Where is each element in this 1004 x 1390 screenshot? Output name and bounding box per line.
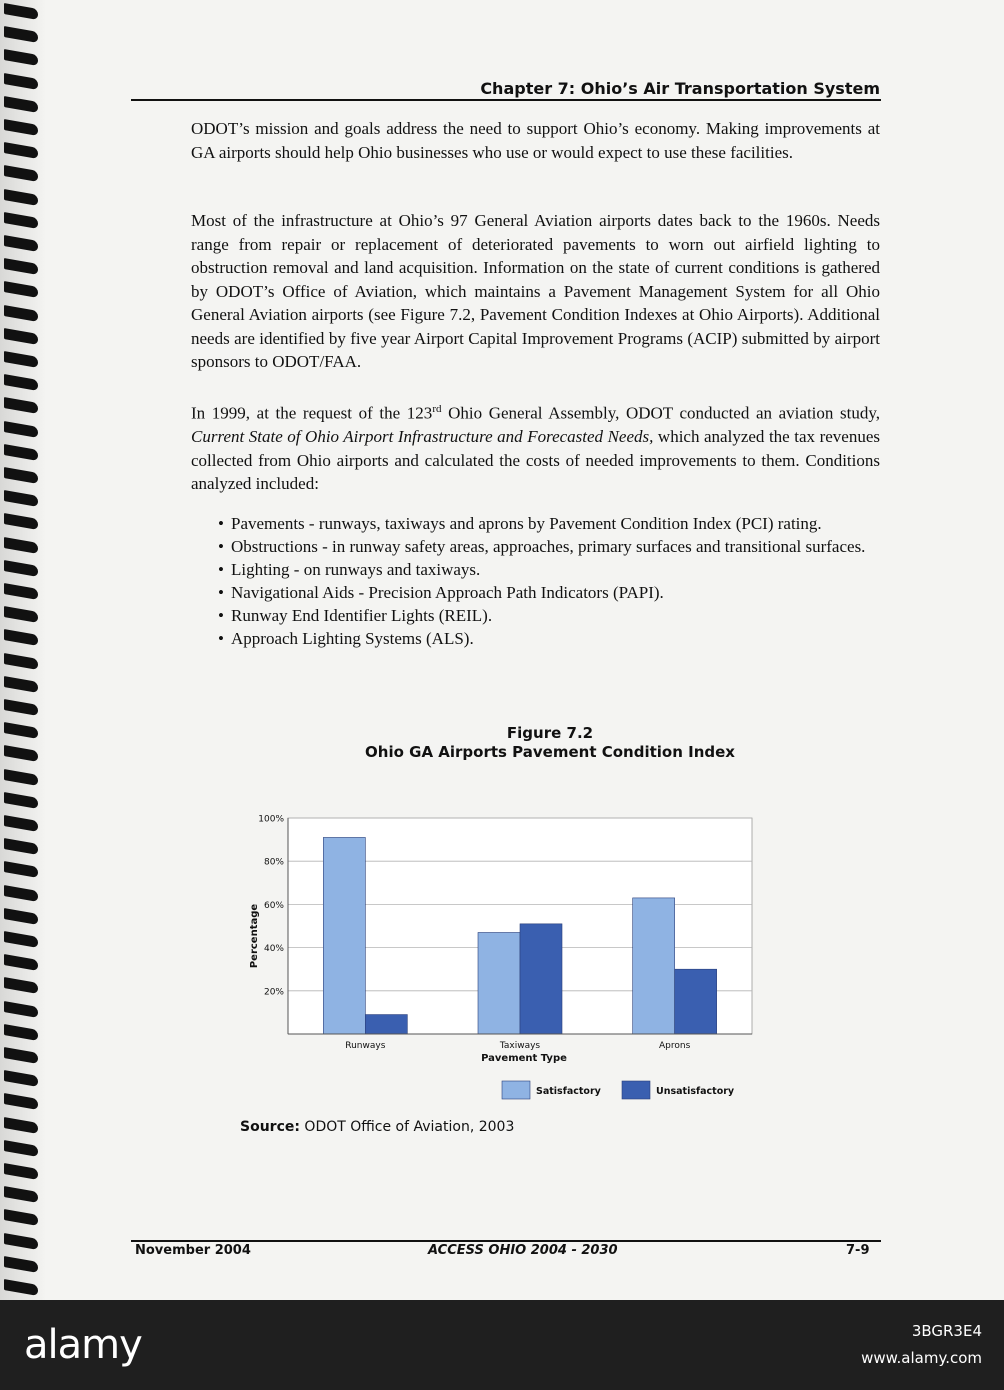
chapter-header: Chapter 7: Ohio’s Air Transportation System [480, 79, 880, 98]
legend-swatch [502, 1081, 530, 1099]
figure-title: Ohio GA Airports Pavement Condition Index [365, 743, 735, 761]
paragraph-3 [191, 398, 880, 496]
binding-coil [4, 490, 38, 507]
figure-source [240, 1119, 514, 1135]
binding-coil [4, 235, 38, 252]
chart-legend [502, 1081, 735, 1099]
pavement-condition-chart [240, 808, 760, 1108]
y-tick-label: 100% [258, 814, 284, 825]
binding-coil [4, 328, 38, 345]
binding-coil [4, 374, 38, 391]
bullet-glyph: • [218, 514, 224, 533]
paragraph-3-mid: Ohio General Assembly, ODOT conducted an aviation study, [441, 403, 880, 423]
stock-watermark-banner [0, 1300, 1004, 1390]
binding-coil [4, 885, 38, 902]
binding-coil [4, 212, 38, 229]
binding-coil [4, 1163, 38, 1180]
conditions-list [218, 512, 880, 650]
list-item [218, 558, 880, 581]
figure-number: Figure 7.2 [506, 724, 594, 742]
paragraph-1: ODOT’s mission and goals address the need to support Ohio’s economy. Making improvements at GA airports should help Ohio businesses who use or would expect to use these facilities. [191, 119, 880, 162]
source-text: ODOT Office of Aviation, 2003 [299, 1119, 515, 1135]
image-id: 3BGR3E4 [911, 1322, 982, 1340]
legend-label: Satisfactory [536, 1086, 601, 1097]
binding-coil [4, 722, 38, 739]
binding-coil [4, 653, 38, 670]
bullet-glyph: • [218, 560, 224, 579]
list-item-text: Obstructions - in runway safety areas, approaches, primary surfaces and transitional surfaces. [231, 537, 866, 556]
binding-coil [4, 26, 38, 43]
footer-date: November 2004 [135, 1243, 251, 1258]
binding-coil [4, 1001, 38, 1018]
binding-coil [4, 1186, 38, 1203]
binding-coil [4, 49, 38, 66]
binding-coil [4, 467, 38, 484]
bar-unsatisfactory-taxiways [520, 924, 562, 1034]
binding-coil [4, 351, 38, 368]
binding-coil [4, 792, 38, 809]
list-item [218, 535, 880, 558]
binding-coil [4, 629, 38, 646]
bar-satisfactory-runways [323, 837, 365, 1034]
binding-coil [4, 838, 38, 855]
x-tick-label: Aprons [659, 1041, 691, 1051]
stock-url: www.alamy.com [861, 1349, 982, 1367]
bullet-glyph: • [218, 606, 224, 625]
binding-coil [4, 676, 38, 693]
y-tick-label: 80% [263, 857, 284, 868]
y-tick-label: 60% [263, 900, 284, 911]
binding-coil [4, 258, 38, 275]
list-item [218, 581, 880, 604]
binding-coil [4, 815, 38, 832]
binding-coil [4, 513, 38, 530]
alamy-logo: alamy [24, 1322, 142, 1368]
binding-coil [4, 281, 38, 298]
binding-coil [4, 769, 38, 786]
list-item [218, 512, 880, 535]
bar-satisfactory-aprons [633, 898, 675, 1034]
x-tick-label: Runways [345, 1041, 386, 1051]
bar-satisfactory-taxiways [478, 932, 520, 1034]
bar-unsatisfactory-runways [365, 1015, 407, 1034]
binding-coil [4, 1070, 38, 1087]
binding-coil [4, 954, 38, 971]
list-item-text: Approach Lighting Systems (ALS). [231, 629, 474, 648]
y-axis-label: Percentage [249, 903, 260, 969]
list-item-text: Lighting - on runways and taxiways. [231, 560, 481, 579]
paragraph-2: Most of the infrastructure at Ohio’s 97 General Aviation airports dates back to the 1960s. Needs range from repair or replacement of deteriorated pavements to worn out airfield lighting to obstruction removal and land acquisition. Information on the state of current conditions is gathered by ODOT’s Office of Aviation, which maintains a Pavement Management System for all Ohio General Aviation airports (see Figure 7.2, Pavement Condition Indexes at Ohio Airports). Additional needs are identified by five year Airport Capital Improvement Programs (ACIP) submitted by airport sponsors to ODOT/FAA. [191, 211, 880, 371]
list-item-text: Navigational Aids - Precision Approach Path Indicators (PAPI). [231, 583, 664, 602]
binding-coil [4, 3, 38, 20]
binding-coil [4, 1209, 38, 1226]
binding-coil [4, 583, 38, 600]
x-axis-label: Pavement Type [481, 1053, 567, 1064]
binding-coil [4, 1047, 38, 1064]
binding-coil [4, 96, 38, 113]
binding-coil [4, 1233, 38, 1250]
binding-coil [4, 861, 38, 878]
list-item [218, 604, 880, 627]
binding-coil [4, 305, 38, 322]
binding-coil [4, 908, 38, 925]
binding-coil [4, 1024, 38, 1041]
binding-coil [4, 931, 38, 948]
paragraph-3-start: In 1999, at the request of the 123 [191, 403, 433, 423]
study-title: Current State of Ohio Airport Infrastructure and Forecasted Needs, [191, 427, 654, 447]
bullet-glyph: • [218, 583, 224, 602]
binding-coil [4, 537, 38, 554]
ordinal-suffix: rd [432, 403, 442, 415]
binding-coil [4, 119, 38, 136]
list-item-text: Pavements - runways, taxiways and aprons by Pavement Condition Index (PCI) rating. [231, 514, 822, 533]
binding-coil [4, 1279, 38, 1296]
binding-coil [4, 1093, 38, 1110]
bullet-glyph: • [218, 537, 224, 556]
binding-coil [4, 421, 38, 438]
bullet-glyph: • [218, 629, 224, 648]
binding-coil [4, 73, 38, 90]
binding-coil [4, 444, 38, 461]
binding-coil [4, 1140, 38, 1157]
source-label: Source: [240, 1119, 300, 1135]
binding-coil [4, 606, 38, 623]
binding-coil [4, 1256, 38, 1273]
legend-swatch [622, 1081, 650, 1099]
list-item-text: Runway End Identifier Lights (REIL). [231, 606, 493, 625]
x-tick-label: Taxiways [499, 1041, 541, 1051]
binding-coil [4, 699, 38, 716]
binding-coil [4, 189, 38, 206]
footer-document-title: ACCESS OHIO 2004 - 2030 [428, 1243, 618, 1258]
y-tick-label: 20% [263, 987, 284, 998]
spiral-binding [0, 0, 46, 1300]
footer-rule [131, 1240, 881, 1242]
bar-unsatisfactory-aprons [675, 969, 717, 1034]
binding-coil [4, 397, 38, 414]
binding-coil [4, 165, 38, 182]
binding-coil [4, 142, 38, 159]
page-number: 7-9 [846, 1243, 870, 1258]
binding-coil [4, 1117, 38, 1134]
y-tick-label: 40% [263, 944, 284, 955]
binding-coil [4, 560, 38, 577]
paragraph-3-end: which analyzed the tax revenues collected from Ohio airports and calculated the costs of needed improvements to them. Conditions analyzed included: [191, 427, 880, 494]
legend-label: Unsatisfactory [656, 1086, 735, 1097]
list-item [218, 627, 880, 650]
header-rule [131, 99, 881, 101]
binding-coil [4, 745, 38, 762]
binding-coil [4, 977, 38, 994]
